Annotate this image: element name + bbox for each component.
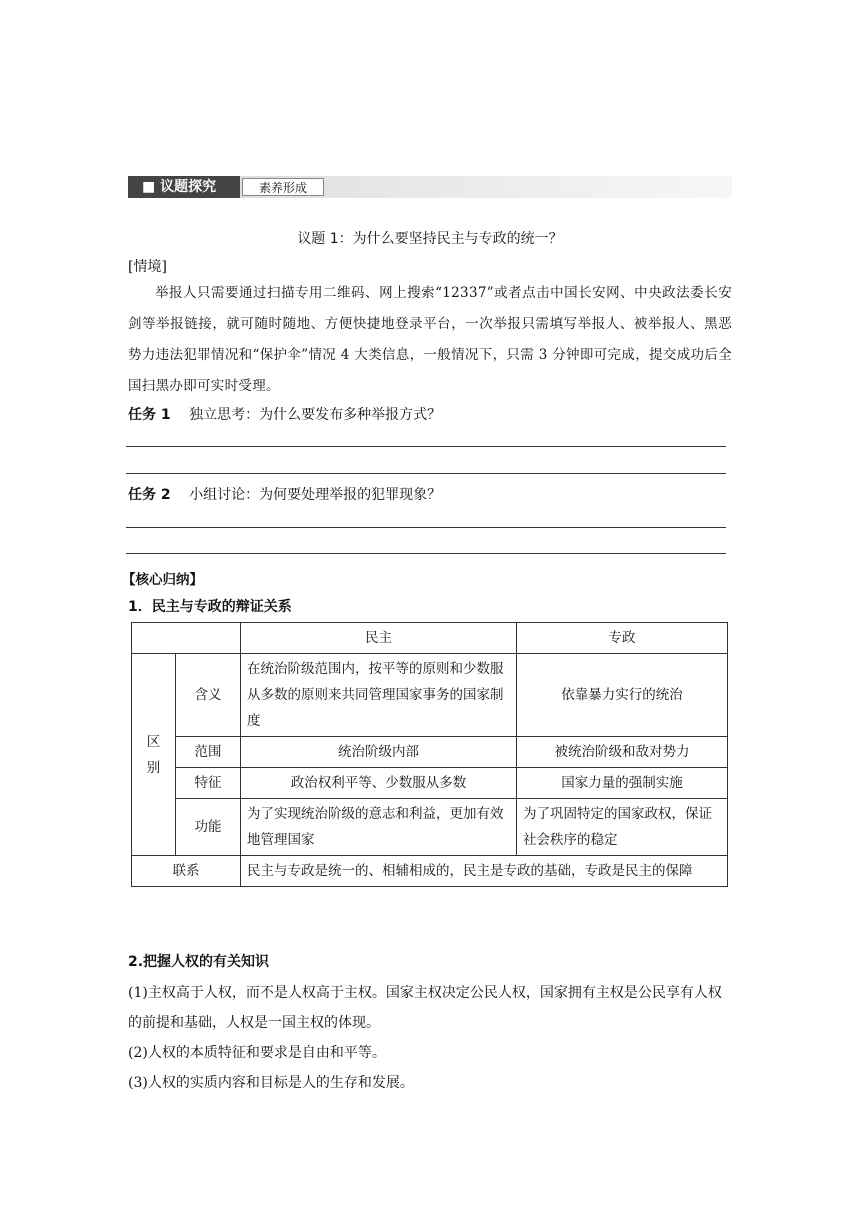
situation-text: 举报人只需要通过扫描专用二维码、网上搜索“12337”或者点击中国长安网、中央政法委长安剑等举报链接，就可随时随地、方便快捷地登录平台，一次举报只需填写举报人、被举报人、黑恶势力违法犯罪情况和“保护伞”情况 4 大类信息，一般情况下，只需 3 分钟即可完成，提交成功后全国扫黑办即可实时受理。 (128, 285, 732, 394)
situation-label: [情境] (128, 259, 167, 275)
banner-tag-literacy: 素养形成 (242, 178, 324, 196)
section1-title: 1．民主与专政的辩证关系 (128, 599, 292, 615)
cell-democracy: 统治阶级内部 (241, 737, 517, 768)
task-1-label: 任务 1 (128, 407, 171, 423)
point-2: (2)人权的本质特征和要求是自由和平等。 (128, 1045, 386, 1061)
core-heading: 【核心归纳】 (122, 572, 203, 588)
table-row (132, 737, 728, 768)
cell-democracy: 在统治阶级范围内，按平等的原则和少数服从多数的原则来共同管理国家事务的国家制度 (241, 654, 517, 737)
section-banner (128, 176, 732, 198)
answer-line[interactable] (126, 553, 726, 554)
comparison-table (131, 622, 728, 887)
table-corner-cell (132, 623, 241, 654)
table-header-row (132, 623, 728, 654)
header-democracy: 民主 (241, 623, 517, 654)
task-2-label: 任务 2 (128, 487, 171, 503)
task-2 (128, 484, 441, 504)
cell-democracy: 为了实现统治阶级的意志和利益，更加有效地管理国家 (241, 799, 517, 856)
table-row-link (132, 856, 728, 887)
row-label: 范围 (176, 737, 241, 768)
section2-title: 2.把握人权的有关知识 (128, 954, 270, 970)
answer-line[interactable] (126, 446, 726, 447)
answer-line[interactable] (126, 527, 726, 528)
cell-democracy: 政治权利平等、少数服从多数 (241, 768, 517, 799)
cell-dictatorship: 为了巩固特定的国家政权，保证社会秩序的稳定 (517, 799, 728, 856)
task-1 (128, 404, 441, 424)
banner-tag-issue-explore: ■ 议题探究 (128, 176, 240, 198)
row-label: 功能 (176, 799, 241, 856)
cell-dictatorship: 被统治阶级和敌对势力 (517, 737, 728, 768)
point-1: (1)主权高于人权，而不是人权高于主权。国家主权决定公民人权，国家拥有主权是公民享有人权的前提和基础，人权是一国主权的体现。 (128, 985, 722, 1031)
table-row (132, 768, 728, 799)
cell-dictatorship: 依靠暴力实行的统治 (517, 654, 728, 737)
table-row (132, 799, 728, 856)
task-1-text: 独立思考：为什么要发布多种举报方式？ (189, 407, 442, 423)
cell-dictatorship: 国家力量的强制实施 (517, 768, 728, 799)
table-row (132, 654, 728, 737)
link-label: 联系 (132, 856, 241, 887)
link-text: 民主与专政是统一的、相辅相成的，民主是专政的基础，专政是民主的保障 (241, 856, 728, 887)
group-label-difference: 区别 (132, 654, 176, 856)
row-label: 含义 (176, 654, 241, 737)
issue-title: 议题 1：为什么要坚持民主与专政的统一？ (297, 231, 563, 247)
point-3: (3)人权的实质内容和目标是人的生存和发展。 (128, 1075, 414, 1091)
row-label: 特征 (176, 768, 241, 799)
answer-line[interactable] (126, 473, 726, 474)
header-dictatorship: 专政 (517, 623, 728, 654)
task-2-text: 小组讨论：为何要处理举报的犯罪现象？ (189, 487, 442, 503)
